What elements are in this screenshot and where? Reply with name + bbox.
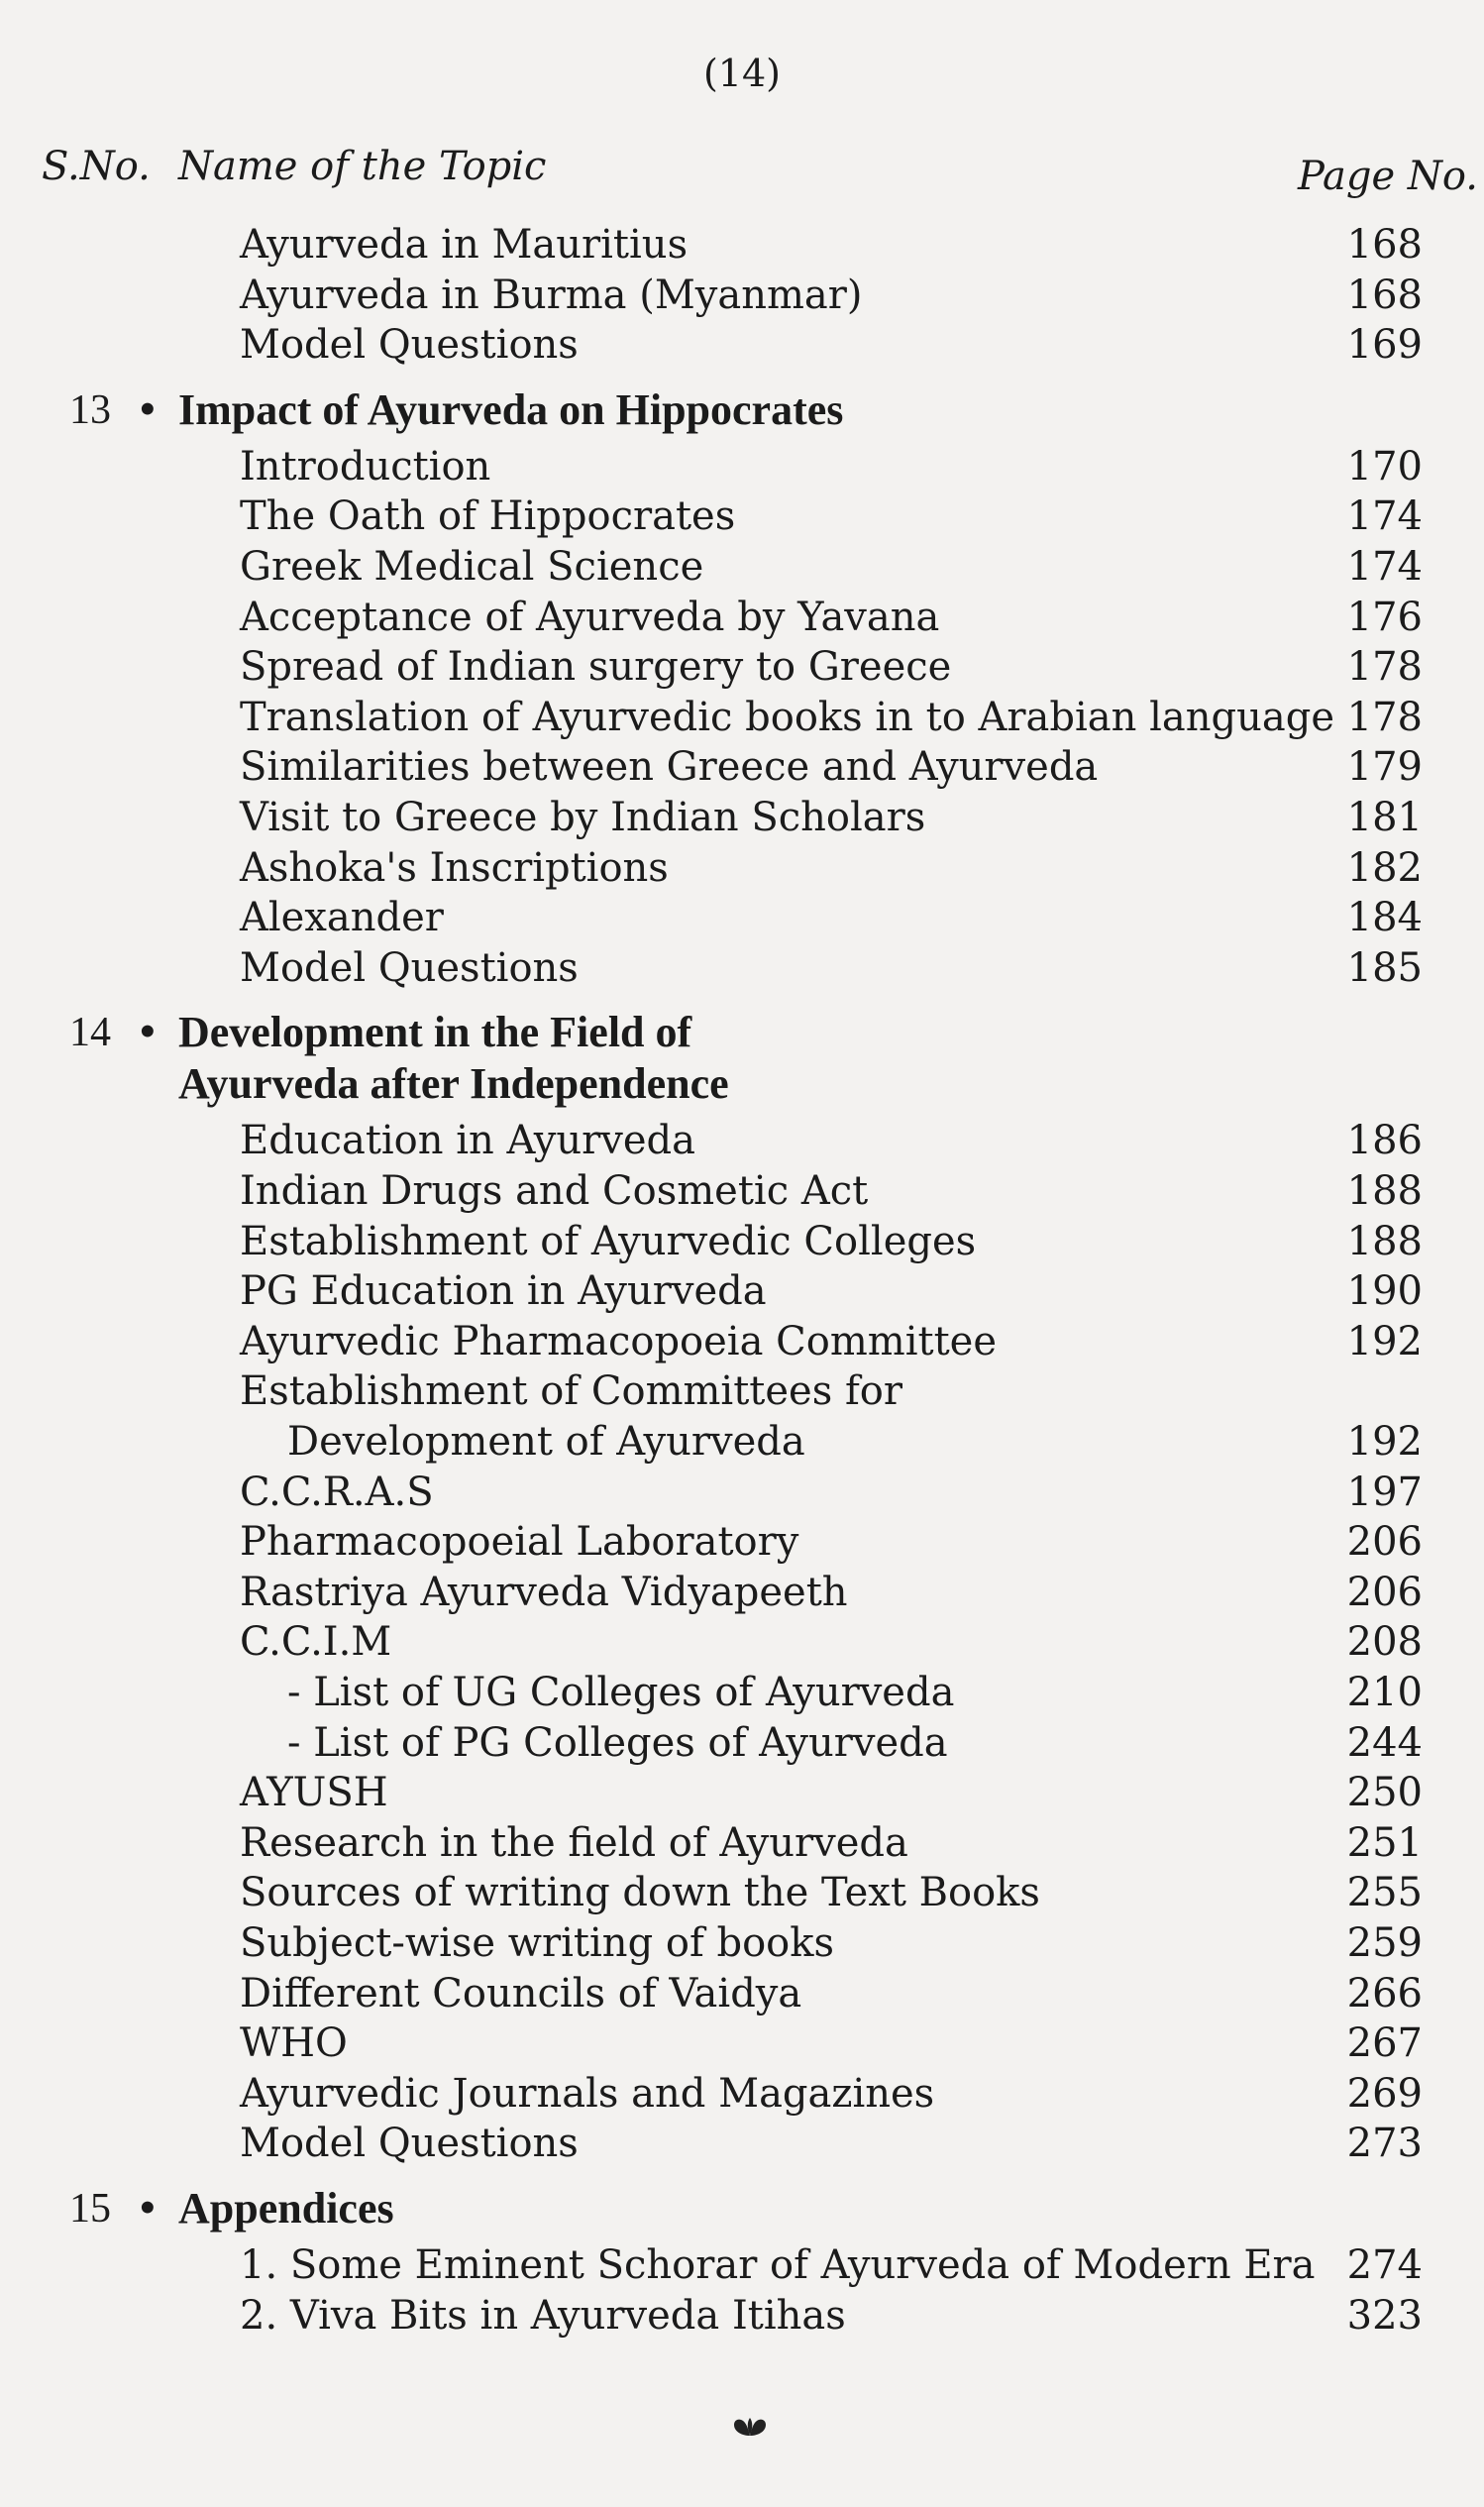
entry-title: Similarities between Greece and Ayurveda <box>240 744 1099 791</box>
toc-entry <box>0 1366 1484 1416</box>
entry-page: 206 <box>1346 1569 1423 1615</box>
toc-entry <box>0 2119 1484 2168</box>
toc-entry <box>0 642 1484 692</box>
entry-title: Pharmacopoeial Laboratory <box>240 1519 799 1566</box>
entry-page: 181 <box>1346 795 1423 840</box>
toc-entry <box>0 1517 1484 1567</box>
toc-entry <box>0 220 1484 270</box>
entry-page: 255 <box>1346 1870 1423 1916</box>
entry-title: AYUSH <box>240 1770 388 1816</box>
entry-title: Different Councils of Vaidya <box>240 1970 802 2016</box>
entry-title: Ayurveda in Mauritius <box>240 222 689 268</box>
entry-page: 251 <box>1346 1819 1423 1866</box>
entry-title: Indian Drugs and Cosmetic Act <box>240 1168 869 1214</box>
toc-entry <box>0 442 1484 491</box>
topic-heading: Name of the Topic <box>178 144 547 189</box>
toc-entry <box>0 320 1484 370</box>
entry-page: 208 <box>1346 1619 1423 1666</box>
entry-title: Spread of Indian surgery to Greece <box>240 644 952 691</box>
entry-page: 170 <box>1346 443 1423 490</box>
entry-page: 182 <box>1346 844 1423 891</box>
toc-entry <box>0 1868 1484 1917</box>
entry-title: WHO <box>240 2020 348 2067</box>
entry-page: 169 <box>1346 322 1423 369</box>
toc-entry <box>0 1617 1484 1667</box>
entry-page: 273 <box>1346 2121 1423 2167</box>
toc-entry <box>0 1166 1484 1216</box>
sno-heading: S.No. <box>42 144 151 189</box>
entry-title: Development of Ayurveda <box>287 1419 805 1465</box>
entry-title: Establishment of Ayurvedic Colleges <box>240 1218 977 1264</box>
entry-title: C.C.I.M <box>240 1619 392 1666</box>
entry-title: Visit to Greece by Indian Scholars <box>240 795 926 840</box>
entry-title: 1. Some Eminent Schorar of Ayurveda of Modern Era <box>240 2242 1316 2288</box>
entry-title: Ayurvedic Journals and Magazines <box>240 2070 935 2117</box>
toc-entry <box>0 1768 1484 1817</box>
toc-entry <box>0 2018 1484 2068</box>
bullet: • <box>137 389 159 430</box>
entry-page: 176 <box>1346 594 1423 640</box>
toc-entry <box>0 843 1484 893</box>
toc-entry <box>0 271 1484 320</box>
entry-page: 274 <box>1346 2242 1423 2288</box>
toc-entry <box>0 1918 1484 1968</box>
entry-page: 210 <box>1346 1670 1423 1715</box>
toc-entry <box>0 693 1484 742</box>
entry-page: 192 <box>1346 1318 1423 1364</box>
entry-page: 185 <box>1346 944 1423 991</box>
toc-entry <box>0 1668 1484 1717</box>
toc-entry <box>0 491 1484 541</box>
toc-entry <box>0 2240 1484 2290</box>
entry-title: - List of PG Colleges of Ayurveda <box>287 1719 948 1766</box>
entry-title: Ayurvedic Pharmacopoeia Committee <box>240 1318 997 1364</box>
toc-entry <box>0 1417 1484 1467</box>
entry-title: Model Questions <box>240 2121 579 2167</box>
entry-page: 323 <box>1346 2292 1423 2339</box>
entry-page: 267 <box>1346 2020 1423 2067</box>
entry-title: Establishment of Committees for <box>240 1368 902 1415</box>
chapter-title: Impact of Ayurveda on Hippocrates <box>178 384 844 434</box>
entry-page: 168 <box>1346 272 1423 318</box>
entry-page: 269 <box>1346 2070 1423 2117</box>
ornament-icon <box>728 2416 772 2438</box>
entry-page: 178 <box>1346 644 1423 691</box>
toc-header <box>0 144 1484 203</box>
entry-title: - List of UG Colleges of Ayurveda <box>287 1670 955 1715</box>
entry-title: Subject-wise writing of books <box>240 1920 835 1966</box>
toc-entry <box>0 742 1484 792</box>
entry-title: 2. Viva Bits in Ayurveda Itihas <box>240 2292 846 2339</box>
entry-page: 174 <box>1346 544 1423 590</box>
entry-title: C.C.R.A.S <box>240 1469 434 1515</box>
toc-entry <box>0 1468 1484 1517</box>
toc-entry <box>0 1818 1484 1868</box>
entry-page: 250 <box>1346 1770 1423 1816</box>
entry-title: Acceptance of Ayurveda by Yavana <box>240 594 940 640</box>
toc-entry <box>0 1317 1484 1366</box>
entry-page: 188 <box>1346 1168 1423 1214</box>
toc-entry <box>0 1969 1484 2018</box>
entry-title: Ashoka's Inscriptions <box>240 844 669 891</box>
chapter-number: 13 <box>69 386 111 433</box>
entry-page: 188 <box>1346 1218 1423 1264</box>
entry-title: Sources of writing down the Text Books <box>240 1870 1040 1916</box>
toc-entry <box>0 893 1484 942</box>
entry-title: Model Questions <box>240 322 579 369</box>
entry-page: 259 <box>1346 1920 1423 1966</box>
entry-title: The Oath of Hippocrates <box>240 493 736 540</box>
chapter-number: 14 <box>69 1010 111 1056</box>
entry-title: Education in Ayurveda <box>240 1118 695 1164</box>
toc-entry <box>0 1718 1484 1768</box>
entry-title: Ayurveda in Burma (Myanmar) <box>240 272 863 318</box>
chapter-title: Development in the Field of <box>178 1008 692 1057</box>
entry-page: 178 <box>1346 694 1423 740</box>
toc-entry <box>0 943 1484 993</box>
page-number: (14) <box>702 52 781 95</box>
page-heading: Page No. <box>1297 154 1478 199</box>
chapter-title: Ayurveda after Independence <box>178 1059 729 1109</box>
entry-title: Translation of Ayurvedic books in to Arabian language <box>240 694 1334 740</box>
entry-title: Model Questions <box>240 944 579 991</box>
entry-page: 184 <box>1346 895 1423 941</box>
entry-page: 174 <box>1346 493 1423 540</box>
entry-title: Greek Medical Science <box>240 544 704 590</box>
entry-page: 206 <box>1346 1519 1423 1566</box>
entry-page: 266 <box>1346 1970 1423 2016</box>
entry-title: Rastriya Ayurveda Vidyapeeth <box>240 1569 848 1615</box>
entry-page: 244 <box>1346 1719 1423 1766</box>
toc-entry <box>0 2069 1484 2119</box>
entry-page: 179 <box>1346 744 1423 791</box>
entry-page: 168 <box>1346 222 1423 268</box>
entry-title: PG Education in Ayurveda <box>240 1268 767 1315</box>
entry-title: Alexander <box>240 895 444 941</box>
toc-entry <box>0 542 1484 592</box>
entry-page: 192 <box>1346 1419 1423 1465</box>
entry-page: 190 <box>1346 1268 1423 1315</box>
toc-entry <box>0 2291 1484 2341</box>
toc-entry <box>0 593 1484 642</box>
toc-entry <box>0 1116 1484 1165</box>
bullet: • <box>137 2189 159 2229</box>
toc-entry <box>0 793 1484 842</box>
entry-page: 186 <box>1346 1118 1423 1164</box>
toc-entry <box>0 1217 1484 1266</box>
entry-page: 197 <box>1346 1469 1423 1515</box>
chapter-title: Appendices <box>178 2184 394 2233</box>
chapter-number: 15 <box>69 2186 111 2232</box>
toc-entry <box>0 1266 1484 1316</box>
entry-title: Introduction <box>240 443 491 490</box>
toc-entry <box>0 1568 1484 1617</box>
bullet: • <box>137 1013 159 1053</box>
entry-title: Research in the field of Ayurveda <box>240 1819 908 1866</box>
